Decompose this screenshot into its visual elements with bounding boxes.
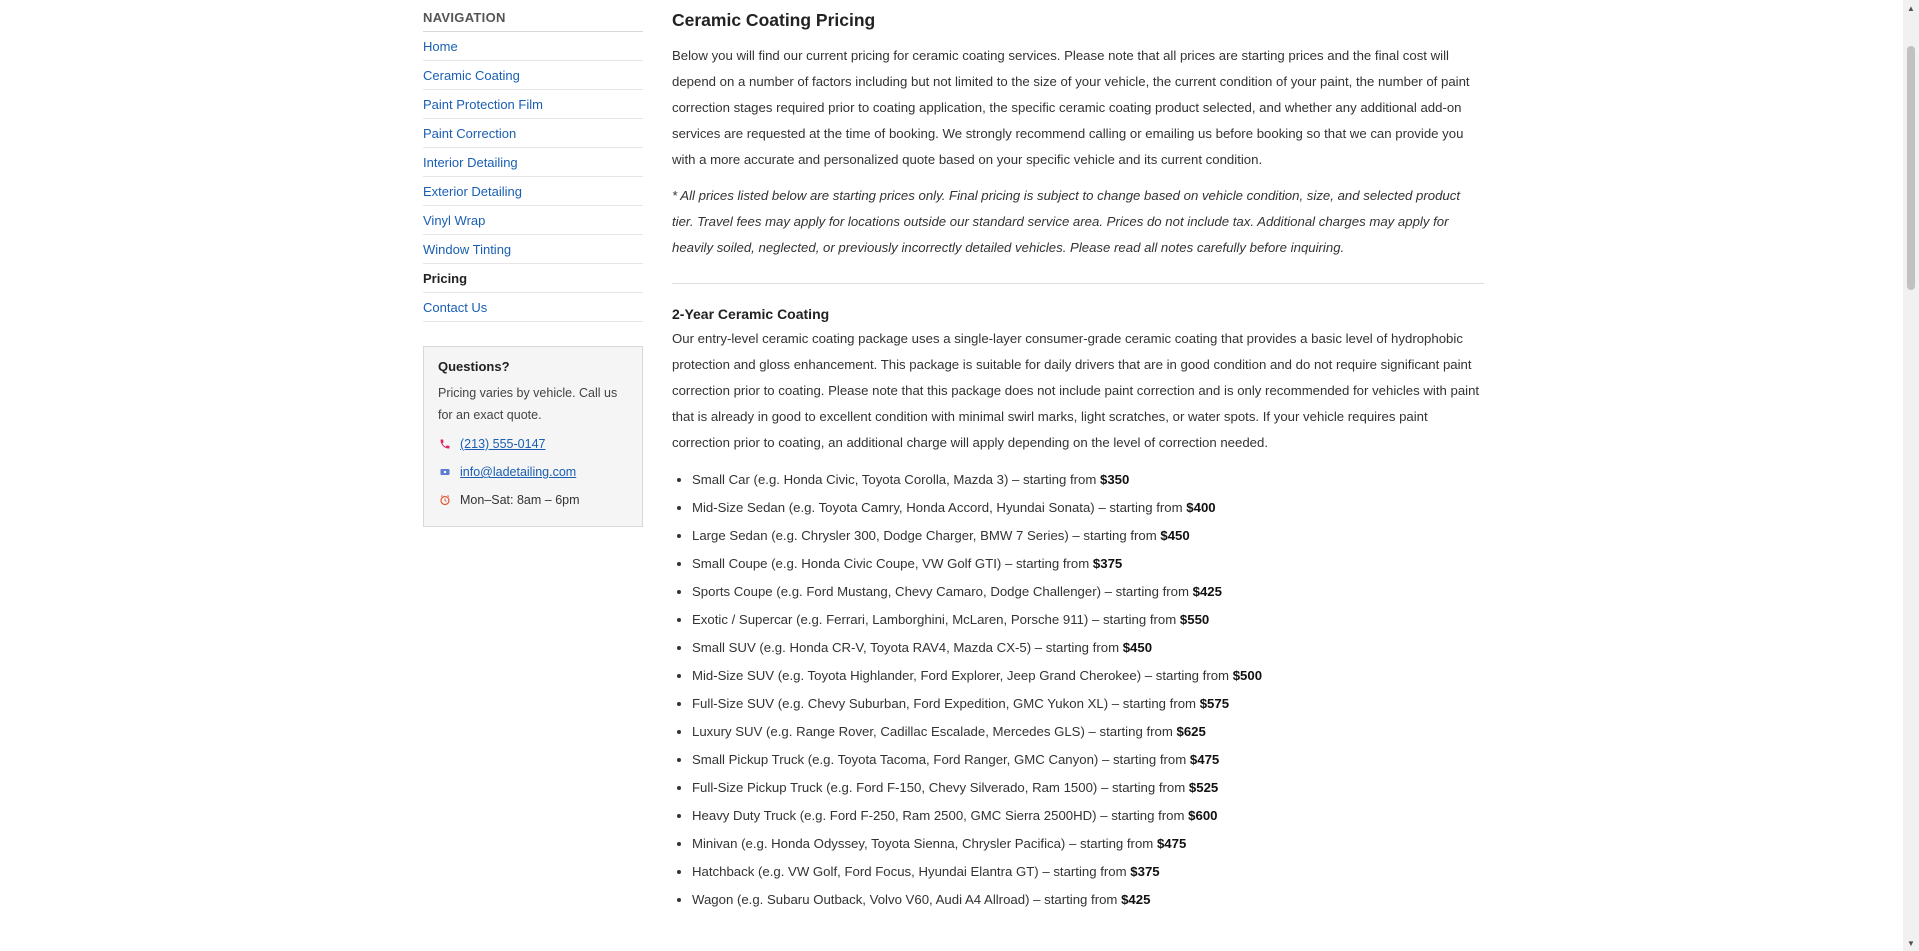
sidebar [423, 0, 643, 527]
price-item-text: Sports Coupe (e.g. Ford Mustang, Chevy Camaro, Dodge Challenger) – starting from [692, 584, 1193, 599]
sidebar-item-vinyl-wrap [423, 207, 643, 235]
price-value: $425 [1121, 892, 1151, 907]
nav-link-window-tinting[interactable]: Window Tinting [423, 242, 512, 257]
nav-link-vinyl-wrap[interactable]: Vinyl Wrap [423, 213, 486, 228]
nav-link-pricing[interactable]: Pricing [423, 271, 468, 286]
price-item [692, 634, 1484, 662]
price-value: $475 [1189, 752, 1220, 767]
sidebar-item-paint-correction [423, 120, 643, 148]
nav-heading: NAVIGATION [423, 0, 643, 32]
price-item-text: Luxury SUV (e.g. Range Rover, Cadillac Escalade, Mercedes GLS) – starting from [692, 724, 1177, 739]
intro-paragraph: Below you will find our current pricing for ceramic coating services. Please note that all prices are starting prices and the final cost will depend on a number of factors including but not limited to the size of your vehicle, the current condition of your paint, the number of paint correction stages required prior to coating application, the specific ceramic coating product selected, and whether any additional add-on services are requested at the time of booking. We strongly recommend calling or emailing us before booking so that we can provide you with a more accurate and personalized quote based on your specific vehicle and its current condition. [672, 48, 1470, 167]
phone-link[interactable]: (213) 555-0147 [460, 437, 546, 451]
price-value: $425 [1192, 584, 1222, 599]
price-item [692, 550, 1484, 578]
questions-box [423, 346, 643, 527]
scroll-up-arrow-icon[interactable]: ▲ [1907, 3, 1915, 13]
sidebar-item-pricing [423, 265, 643, 293]
clock-icon [438, 493, 452, 507]
price-item-text: Small Coupe (e.g. Honda Civic Coupe, VW Golf GTI) – starting from [692, 556, 1093, 571]
price-value: $525 [1188, 780, 1219, 795]
price-item [692, 746, 1484, 774]
price-item-text: Exotic / Supercar (e.g. Ferrari, Lamborghini, McLaren, Porsche 911) – starting from [692, 612, 1180, 627]
price-item [692, 578, 1484, 606]
price-item [692, 774, 1484, 802]
price-value: $475 [1156, 836, 1187, 851]
section-description: Our entry-level ceramic coating package uses a single-layer consumer-grade ceramic coating that provides a basic level of hydrophobic protection and gloss enhancement. This package is suitable for daily drivers that are in good condition and do not require significant paint correction prior to coating. Please note that this package does not include paint correction and is only recommended for vehicles with paint that is already in good to excellent condition with minimal swirl marks, light scratches, or water spots. If your vehicle requires paint correction prior to coating, an additional charge will apply depending on the level of correction needed. [672, 331, 1480, 450]
section-divider [672, 283, 1484, 284]
sidebar-item-home [423, 33, 643, 61]
hours-row [438, 486, 628, 514]
price-item-text: Minivan (e.g. Honda Odyssey, Toyota Sienna, Chrysler Pacifica) – starting from [692, 836, 1157, 851]
price-item-text: Small Car (e.g. Honda Civic, Toyota Corolla, Mazda 3) – starting from [692, 472, 1100, 487]
price-value: $450 [1160, 528, 1190, 543]
price-item [692, 802, 1484, 830]
price-value: $450 [1122, 640, 1153, 655]
price-item-text: Mid-Size Sedan (e.g. Toyota Camry, Honda Accord, Hyundai Sonata) – starting from [692, 500, 1187, 515]
price-value: $375 [1130, 864, 1160, 879]
main-content [672, 0, 1484, 914]
nav-link-exterior-detailing[interactable]: Exterior Detailing [423, 184, 522, 199]
scroll-thumb[interactable] [1907, 46, 1915, 290]
sidebar-item-contact-us [423, 294, 643, 322]
price-value: $350 [1100, 472, 1130, 487]
price-item [692, 718, 1484, 746]
nav-link-paint-protection-film[interactable]: Paint Protection Film [423, 97, 543, 112]
nav-link-contact-us[interactable]: Contact Us [423, 300, 488, 315]
nav-link-ceramic-coating[interactable]: Ceramic Coating [423, 68, 520, 83]
vertical-scrollbar[interactable] [1903, 0, 1919, 951]
sidebar-item-exterior-detailing [423, 178, 643, 206]
section-title: 2-Year Ceramic Coating [672, 306, 830, 322]
price-item-text: Small SUV (e.g. Honda CR-V, Toyota RAV4, Mazda CX-5) – starting from [692, 640, 1123, 655]
phone-icon [438, 437, 452, 451]
price-item [692, 466, 1484, 494]
price-item [692, 606, 1484, 634]
price-item-text: Large Sedan (e.g. Chrysler 300, Dodge Charger, BMW 7 Series) – starting from [692, 528, 1161, 543]
nav-link-interior-detailing[interactable]: Interior Detailing [423, 155, 518, 170]
price-value: $500 [1232, 668, 1263, 683]
questions-text: Pricing varies by vehicle. Call us for an exact quote. [438, 386, 618, 422]
price-list [672, 466, 1484, 914]
email-icon [438, 465, 452, 479]
price-item [692, 858, 1484, 886]
email-row [438, 458, 628, 486]
price-item [692, 662, 1484, 690]
sidebar-item-ceramic-coating [423, 62, 643, 90]
price-item-text: Hatchback (e.g. VW Golf, Ford Focus, Hyundai Elantra GT) – starting from [692, 864, 1131, 879]
price-item-text: Full-Size Pickup Truck (e.g. Ford F-150, Chevy Silverado, Ram 1500) – starting from [692, 780, 1189, 795]
sidebar-item-window-tinting [423, 236, 643, 264]
price-item-text: Small Pickup Truck (e.g. Toyota Tacoma, Ford Ranger, GMC Canyon) – starting from [692, 752, 1190, 767]
pricing-note: * All prices listed below are starting prices only. Final pricing is subject to change based on vehicle condition, size, and selected product tier. Travel fees may apply for locations outside our standard service area. Prices do not include tax. Additional charges may apply for heavily soiled, neglected, or previously incorrectly detailed vehicles. Please read all notes carefully before inquiring. [672, 188, 1461, 255]
email-link[interactable]: info@ladetailing.com [460, 465, 577, 479]
price-item [692, 494, 1484, 522]
price-value: $550 [1179, 612, 1210, 627]
hours-text: Mon–Sat: 8am – 6pm [460, 493, 580, 507]
price-value: $600 [1188, 808, 1218, 823]
sidebar-item-paint-protection-film [423, 91, 643, 119]
nav-link-home[interactable]: Home [423, 39, 458, 54]
price-item-text: Heavy Duty Truck (e.g. Ford F-250, Ram 2500, GMC Sierra 2500HD) – starting from [692, 808, 1189, 823]
questions-title: Questions? [438, 359, 510, 374]
price-item [692, 690, 1484, 718]
sidebar-item-interior-detailing [423, 149, 643, 177]
phone-row [438, 430, 628, 458]
price-item-text: Wagon (e.g. Subaru Outback, Volvo V60, Audi A4 Allroad) – starting from [692, 892, 1122, 907]
price-item [692, 886, 1484, 914]
price-item-text: Mid-Size SUV (e.g. Toyota Highlander, Ford Explorer, Jeep Grand Cherokee) – starting from [692, 668, 1233, 683]
price-value: $375 [1092, 556, 1123, 571]
price-value: $625 [1176, 724, 1206, 739]
price-value: $575 [1199, 696, 1230, 711]
nav-list [423, 33, 643, 322]
price-item [692, 522, 1484, 550]
nav-link-paint-correction[interactable]: Paint Correction [423, 126, 517, 141]
price-item [692, 830, 1484, 858]
price-item-text: Full-Size SUV (e.g. Chevy Suburban, Ford Expedition, GMC Yukon XL) – starting from [692, 696, 1200, 711]
price-value: $400 [1186, 500, 1216, 515]
page-title: Ceramic Coating Pricing [672, 10, 876, 30]
scroll-down-arrow-icon[interactable]: ▼ [1907, 938, 1915, 948]
